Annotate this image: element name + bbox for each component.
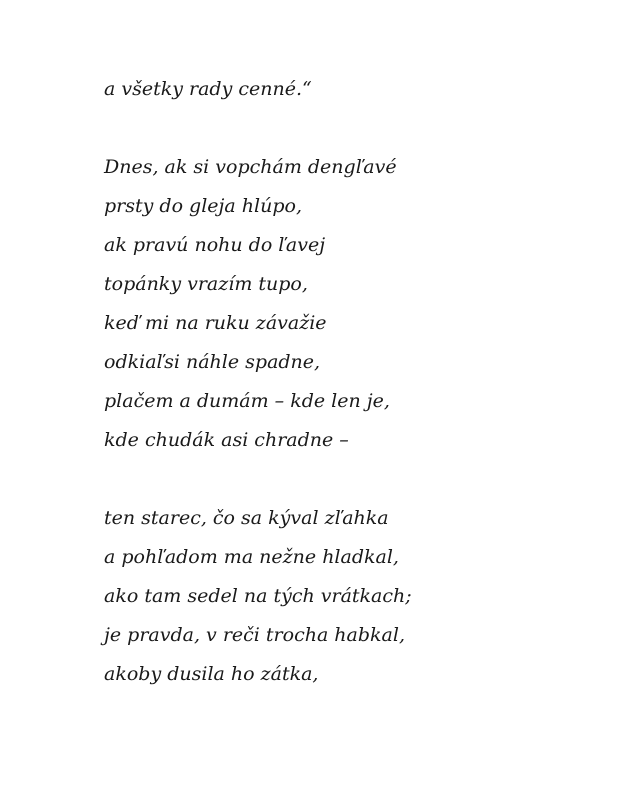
stanza-1 xyxy=(104,70,584,109)
poem-text xyxy=(104,70,584,694)
stanza-gap xyxy=(104,109,584,148)
poem-line: ako tam sedel na tých vrátkach; xyxy=(104,585,412,607)
poem-line: je pravda, v reči trocha habkal, xyxy=(104,624,405,646)
poem-line: Dnes, ak si vopchám dengľavé xyxy=(104,156,397,178)
poem-line: a všetky rady cenné.“ xyxy=(104,78,312,100)
poem-line: kde chudák asi chradne – xyxy=(104,429,349,451)
poem-line: prsty do gleja hlúpo, xyxy=(104,195,302,217)
poem-line: ten starec, čo sa kýval zľahka xyxy=(104,507,389,529)
stanza-gap xyxy=(104,460,584,499)
poem-line: keď mi na ruku závažie xyxy=(104,312,327,334)
poem-line: plačem a dumám – kde len je, xyxy=(104,390,390,412)
poem-line: akoby dusila ho zátka, xyxy=(104,663,319,685)
stanza-2 xyxy=(104,148,584,460)
stanza-3 xyxy=(104,499,584,694)
poem-line: a pohľadom ma nežne hladkal, xyxy=(104,546,399,568)
poem-line: odkiaľsi náhle spadne, xyxy=(104,351,321,373)
poem-line: ak pravú nohu do ľavej xyxy=(104,234,326,256)
poem-line: topánky vrazím tupo, xyxy=(104,273,308,295)
